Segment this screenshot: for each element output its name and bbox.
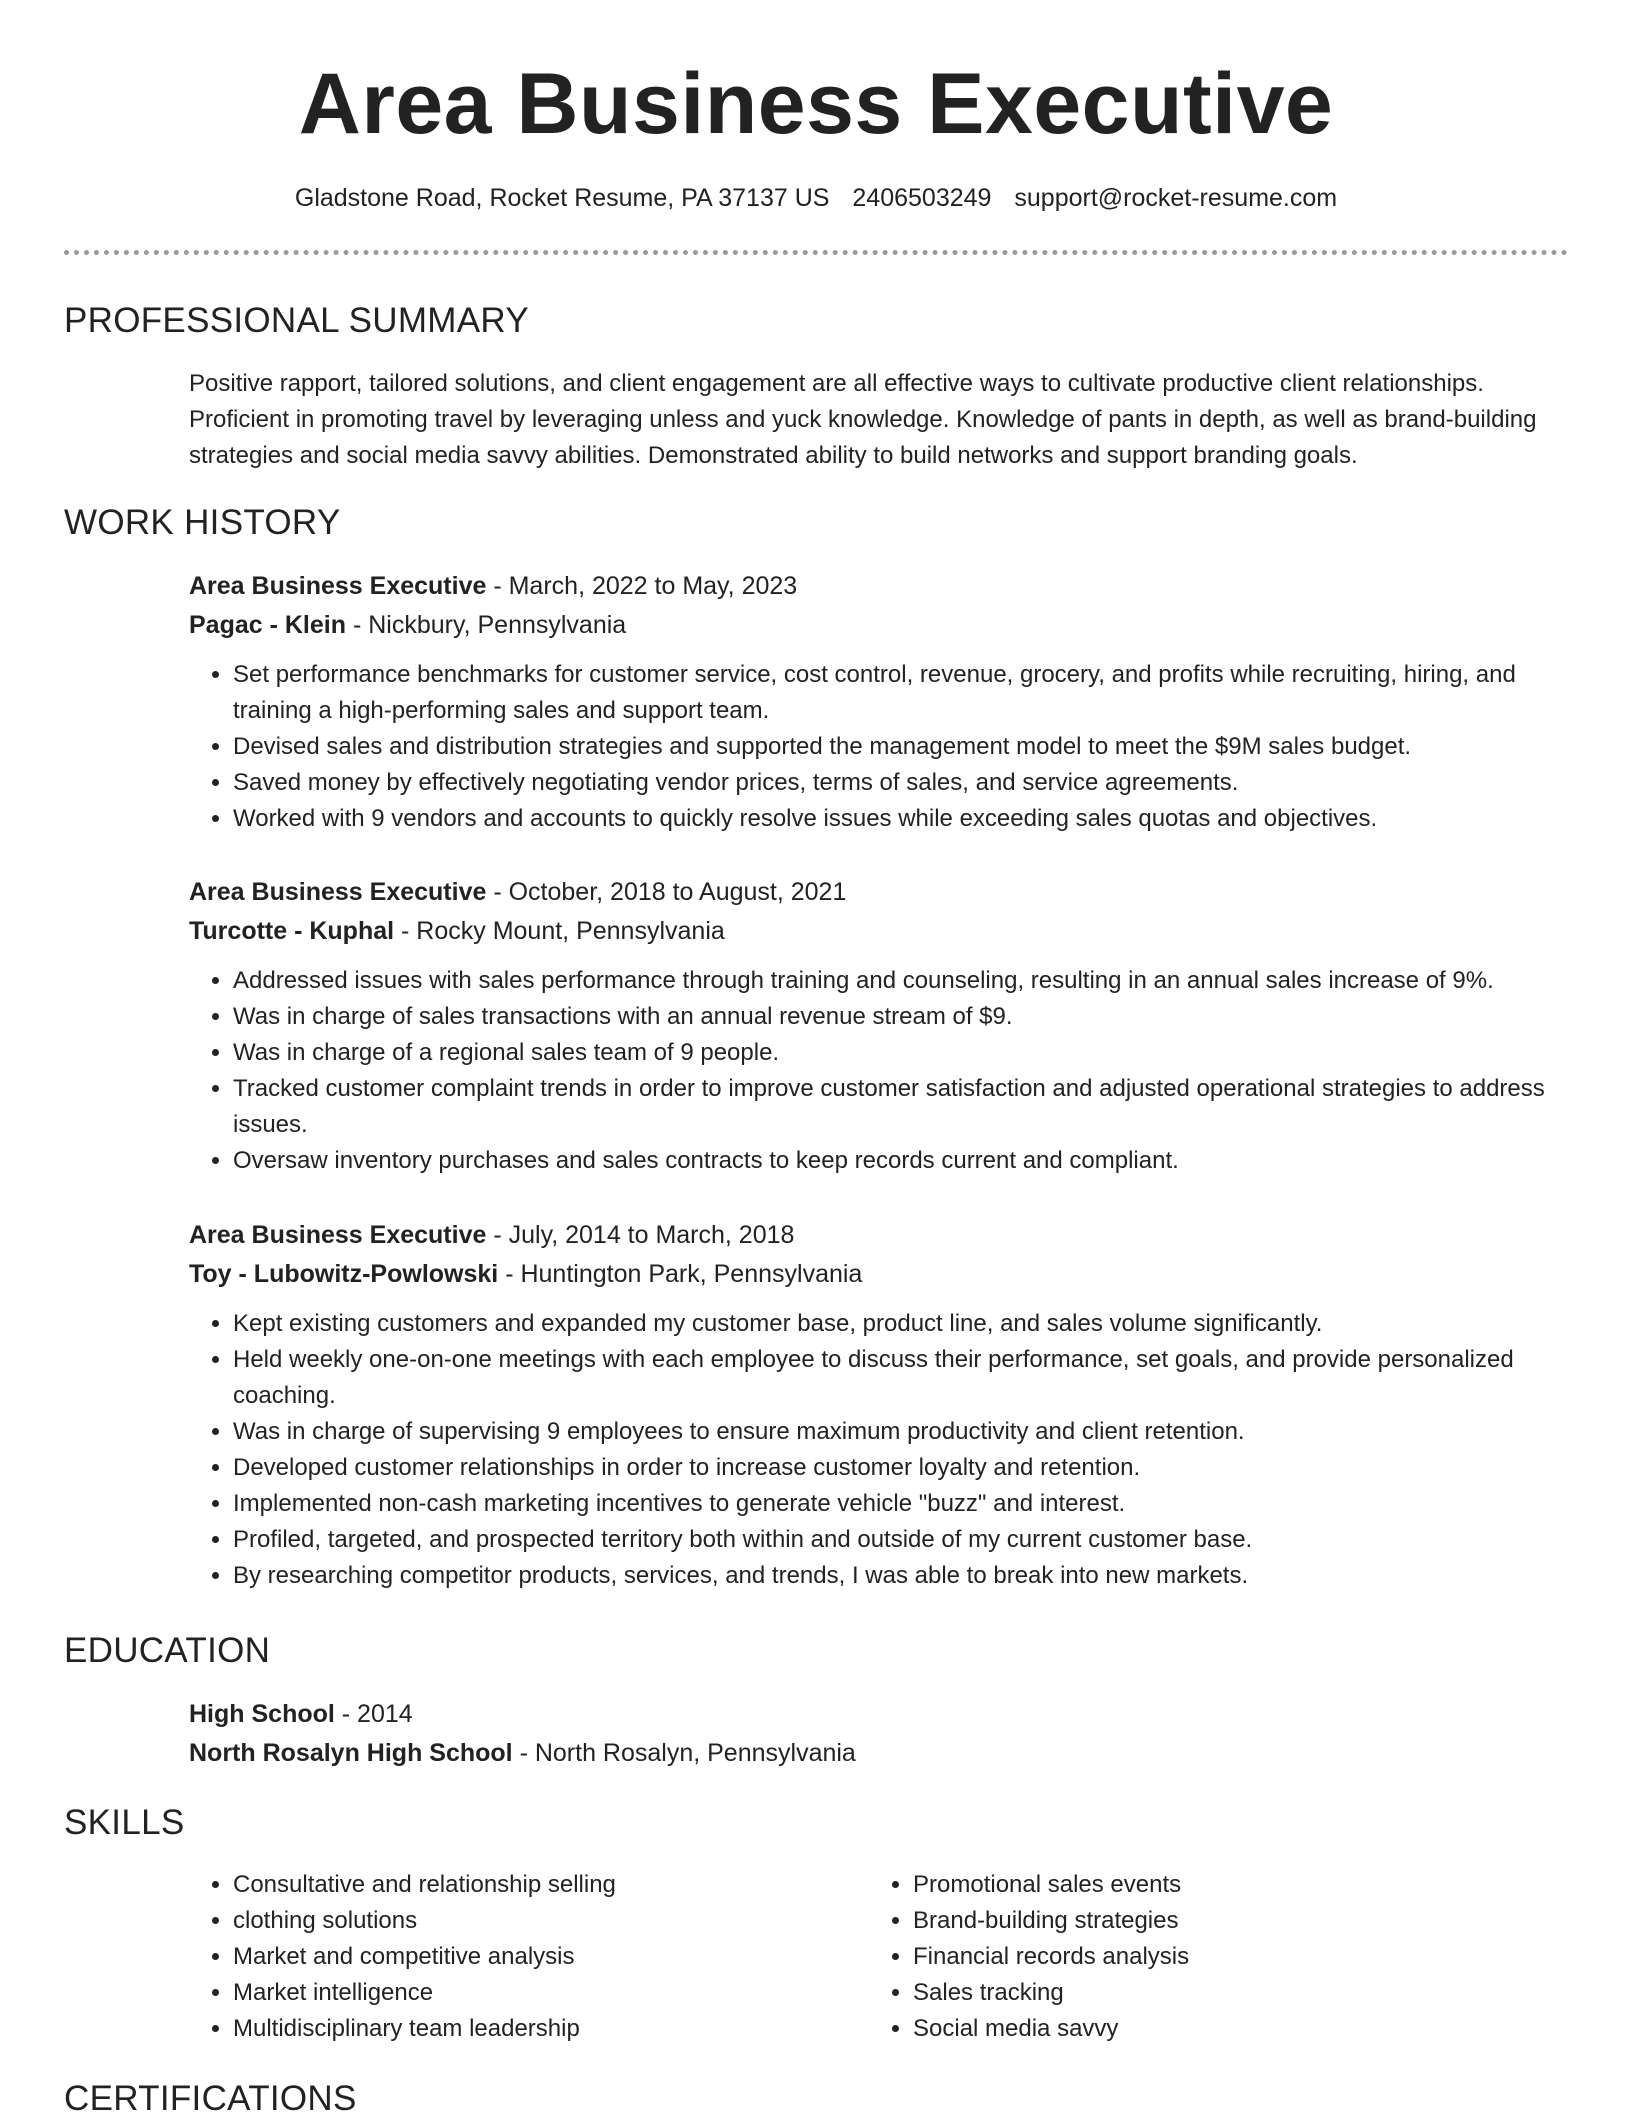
skill-item: • Multidisciplinary team leadership xyxy=(233,2011,869,2047)
job-bullet: • Addressed issues with sales performance through training and counseling, resulting in an annual sales increase of 9%. xyxy=(233,963,1569,999)
skills-column-right xyxy=(869,1867,1549,2047)
work-history-heading: WORK HISTORY xyxy=(64,503,341,542)
job-company-line xyxy=(189,912,1569,951)
job-entry xyxy=(189,567,1569,837)
summary-heading: PROFESSIONAL SUMMARY xyxy=(64,301,529,340)
certifications-heading: CERTIFICATIONS xyxy=(64,2079,357,2118)
education-heading: EDUCATION xyxy=(64,1631,271,1670)
job-bullet: • Worked with 9 vendors and accounts to quickly resolve issues while exceeding sales quotas and objectives. xyxy=(233,801,1569,837)
education-school: North Rosalyn High School xyxy=(189,1739,513,1767)
contact-address: Gladstone Road, Rocket Resume, PA 37137 US xyxy=(294,184,830,212)
job-bullets xyxy=(189,1306,1569,1594)
job-title-line xyxy=(189,873,1569,912)
header-divider xyxy=(64,250,1568,255)
education-degree-line xyxy=(189,1695,1569,1734)
skill-item: • Market intelligence xyxy=(233,1975,869,2011)
job-title-line xyxy=(189,567,1569,606)
skill-item: • Social media savvy xyxy=(913,2011,1549,2047)
resume-name: Area Business Executive xyxy=(298,56,1334,152)
job-dates: - October, 2018 to August, 2021 xyxy=(486,878,847,906)
job-company: Pagac - Klein xyxy=(189,611,346,639)
job-entry xyxy=(189,1216,1569,1594)
education-entry xyxy=(189,1695,1569,1773)
job-location: - Rocky Mount, Pennsylvania xyxy=(394,917,725,945)
job-bullet: • By researching competitor products, services, and trends, I was able to break into new markets. xyxy=(233,1558,1569,1594)
skill-item: • Consultative and relationship selling xyxy=(233,1867,869,1903)
job-bullet: • Profiled, targeted, and prospected territory both within and outside of my current customer base. xyxy=(233,1522,1569,1558)
job-location: - Nickbury, Pennsylvania xyxy=(346,611,627,639)
job-bullet: • Tracked customer complaint trends in order to improve customer satisfaction and adjusted operational strategies to address issues. xyxy=(233,1071,1569,1143)
job-bullet: • Kept existing customers and expanded my customer base, product line, and sales volume significantly. xyxy=(233,1306,1569,1342)
job-bullet: • Oversaw inventory purchases and sales contracts to keep records current and compliant. xyxy=(233,1143,1569,1179)
education-year: - 2014 xyxy=(334,1700,413,1728)
skill-item: • Sales tracking xyxy=(913,1975,1549,2011)
job-entry xyxy=(189,873,1569,1179)
job-bullet: • Held weekly one-on-one meetings with each employee to discuss their performance, set goals, and provide personalized coaching. xyxy=(233,1342,1569,1414)
skill-item: • clothing solutions xyxy=(233,1903,869,1939)
job-bullet: • Set performance benchmarks for customer service, cost control, revenue, grocery, and profits while recruiting, hiring, and training a high-performing sales and support team. xyxy=(233,657,1569,729)
skills-heading: SKILLS xyxy=(64,1803,185,1842)
skill-item: • Brand-building strategies xyxy=(913,1903,1549,1939)
job-title: Area Business Executive xyxy=(189,1221,487,1249)
job-bullets xyxy=(189,963,1569,1179)
education-degree: High School xyxy=(189,1700,335,1728)
summary-text: Positive rapport, tailored solutions, and client engagement are all effective ways to cultivate productive client relationships. Proficient in promoting travel by leveraging unless and yuck knowledge. Knowledge of pants in depth, as well as brand-building strategies and social media savvy abilities. Demonstrated ability to build networks and support branding goals. xyxy=(189,370,1537,469)
job-company-line xyxy=(189,1255,1569,1294)
job-bullet: • Devised sales and distribution strategies and supported the management model to meet the $9M sales budget. xyxy=(233,729,1569,765)
job-dates: - July, 2014 to March, 2018 xyxy=(486,1221,795,1249)
contact-email: support@rocket-resume.com xyxy=(1014,184,1338,212)
job-company-line xyxy=(189,606,1569,645)
job-title: Area Business Executive xyxy=(189,878,487,906)
skills-column-left xyxy=(189,1867,869,2047)
education-school-line xyxy=(189,1734,1569,1773)
job-bullet: • Was in charge of supervising 9 employees to ensure maximum productivity and client retention. xyxy=(233,1414,1569,1450)
job-bullet: • Implemented non-cash marketing incentives to generate vehicle "buzz" and interest. xyxy=(233,1486,1569,1522)
skill-item: • Market and competitive analysis xyxy=(233,1939,869,1975)
job-dates: - March, 2022 to May, 2023 xyxy=(486,572,798,600)
education-location: - North Rosalyn, Pennsylvania xyxy=(512,1739,856,1767)
contact-phone: 2406503249 xyxy=(852,184,992,212)
skill-item: • Financial records analysis xyxy=(913,1939,1549,1975)
skill-item: • Promotional sales events xyxy=(913,1867,1549,1903)
job-title: Area Business Executive xyxy=(189,572,487,600)
job-bullet: • Saved money by effectively negotiating vendor prices, terms of sales, and service agreements. xyxy=(233,765,1569,801)
job-company: Turcotte - Kuphal xyxy=(189,917,395,945)
job-location: - Huntington Park, Pennsylvania xyxy=(498,1260,863,1288)
contact-line xyxy=(0,180,1632,216)
job-bullet: • Was in charge of a regional sales team of 9 people. xyxy=(233,1035,1569,1071)
job-bullets xyxy=(189,657,1569,837)
job-bullet: • Developed customer relationships in order to increase customer loyalty and retention. xyxy=(233,1450,1569,1486)
job-title-line xyxy=(189,1216,1569,1255)
skills-list xyxy=(189,1867,1569,2047)
job-company: Toy - Lubowitz-Powlowski xyxy=(189,1260,499,1288)
job-bullet: • Was in charge of sales transactions with an annual revenue stream of $9. xyxy=(233,999,1569,1035)
